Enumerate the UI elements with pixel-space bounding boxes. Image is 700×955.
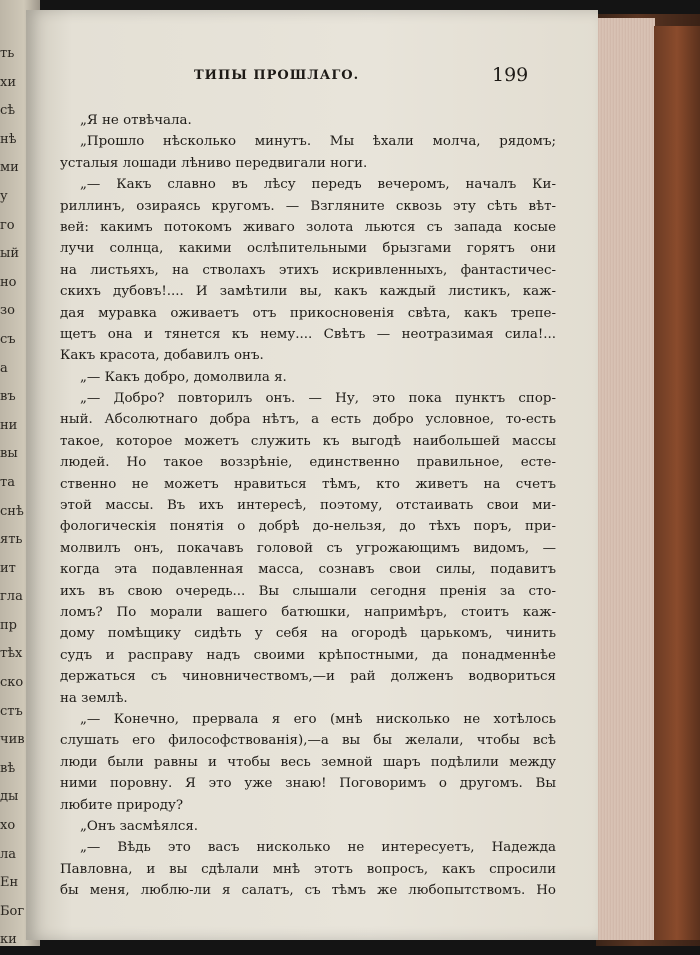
fragment-line: гла — [0, 589, 23, 605]
fragment-line: ть — [0, 46, 15, 61]
fragment-line: вѣ — [0, 760, 16, 776]
running-title: ТИПЫ ПРОШЛАГО. — [194, 68, 360, 83]
text-line: вей: какимъ потокомъ живаго золота льются съ запада косые — [60, 219, 556, 235]
text-line: Павловна, и вы сдѣлали мнѣ этотъ вопросъ, какъ спросили — [60, 861, 556, 877]
fragment-line: ять — [0, 532, 23, 548]
text-line: усталыя лошади лѣниво передвигали ноги. — [60, 155, 368, 171]
text-line: держаться съ чиновничествомъ,—и рай долженъ водвориться — [60, 669, 556, 685]
fragment-line: хи — [0, 74, 16, 90]
text-line: „— Конечно, прервала я его (мнѣ нисколько не хотѣлось — [80, 711, 556, 727]
fragment-line: нѣ — [0, 131, 17, 147]
text-line: „— Вѣдь это васъ нисколько не интересуетъ, Надежда — [80, 840, 556, 856]
fragment-line: но — [0, 274, 17, 290]
fragment-line: снѣ — [0, 503, 24, 519]
text-line: „Прошло нѣсколько минутъ. Мы ѣхали молча, рядомъ; — [80, 134, 556, 150]
text-line: ихъ въ свою очередь... Вы слышали сегодня пренія за сто- — [60, 583, 556, 599]
fragment-line: тѣх — [0, 646, 23, 662]
fragment-line: въ — [0, 389, 16, 405]
fragment-line: ый — [0, 246, 20, 262]
fragment-line: а — [0, 360, 8, 376]
page-header — [26, 66, 598, 92]
fragment-line: ки — [0, 932, 17, 948]
text-line: слушать его философствованія),—а вы бы желали, чтобы всѣ — [60, 733, 556, 749]
text-line: дому помѣщику сидѣть у себя на огородѣ царькомъ, чинить — [60, 626, 556, 642]
page-number: 199 — [492, 64, 529, 86]
text-line: дая муравка оживаетъ отъ прикосновенія свѣта, какъ трепе- — [60, 305, 556, 321]
text-line: на землѣ. — [60, 690, 128, 706]
text-line: Какъ красота, добавилъ онъ. — [60, 348, 264, 364]
fragment-line: сѣ — [0, 103, 16, 119]
fragment-line: съ — [0, 331, 16, 347]
fragment-line: пр — [0, 617, 17, 633]
fragment-line: чив — [0, 732, 25, 748]
fragment-line: Ен — [0, 875, 19, 891]
fragment-line: ско — [0, 675, 24, 691]
text-line: скихъ дубовъ!.... И замѣтили вы, какъ каждый листикъ, каж- — [60, 284, 556, 300]
text-line: ный. Абсолютнаго добра нѣтъ, а есть добро условное, то-есть — [60, 412, 556, 428]
fragment-line: ми — [0, 160, 19, 176]
text-line: „— Какъ славно въ лѣсу передъ вечеромъ, началъ Ки- — [80, 177, 556, 193]
text-line: „Я не отвѣчала. — [80, 113, 192, 128]
text-line: когда эта подавленная масса, сознавъ свои силы, подавитъ — [60, 562, 556, 578]
text-line: такое, которое можетъ служить къ выгодѣ наибольшей массы — [60, 433, 556, 449]
text-line: молвилъ онъ, покачавъ головой съ угрожающимъ видомъ, — — [60, 540, 556, 556]
fragment-line: ит — [0, 560, 16, 576]
fragment-line: го — [0, 217, 15, 233]
text-line: этой массы. Въ ихъ интересѣ, поэтому, отстаивать свои ми- — [60, 498, 556, 514]
cover-edge — [654, 26, 700, 940]
fragment-line: у — [0, 188, 8, 204]
fragment-line: Бог — [0, 903, 25, 919]
body-text — [60, 110, 556, 901]
text-line: людей. Но такое воззрѣніе, единственно правильное, есте- — [60, 455, 556, 471]
fragment-line: та — [0, 474, 15, 490]
book-page — [26, 10, 598, 940]
text-line: ственно не можетъ нравиться тѣмъ, кто живетъ на счетъ — [60, 476, 556, 492]
text-line: на листьяхъ, на стволахъ этихъ искривленныхъ, фантастичес- — [60, 262, 556, 278]
text-line: „— Какъ добро, домолвила я. — [80, 369, 287, 385]
text-line: люди были равны и чтобы весь земной шаръ подѣлили между — [60, 754, 556, 770]
text-line: щетъ она и тянется къ нему.... Свѣтъ — неотразимая сила!... — [60, 326, 556, 342]
text-line: „Онъ засмѣялся. — [80, 818, 199, 834]
text-line: фологическія понятія о добрѣ до-нельзя, до тѣхъ поръ, при- — [60, 519, 556, 535]
fragment-line: зо — [0, 303, 15, 319]
fragment-line: хо — [0, 818, 16, 834]
text-line: лучи солнца, какими ослѣпительными брызгами горятъ они — [60, 241, 556, 257]
fragment-line: ни — [0, 417, 18, 433]
text-line: ними поровну. Я это уже знаю! Поговоримъ о другомъ. Вы — [60, 776, 556, 792]
page-edges — [596, 18, 655, 940]
text-line: любите природу? — [60, 797, 184, 813]
fragment-line: ла — [0, 846, 17, 862]
text-line: судъ и расправу надъ своими крѣпостными, да понадменнѣе — [60, 647, 556, 663]
fragment-line: ды — [0, 789, 19, 805]
text-line: ломъ? По морали вашего батюшки, напримѣръ, стоитъ каж- — [60, 604, 556, 620]
text-line: риллинъ, озираясь кругомъ. — Взгляните сквозь эту сѣть вѣт- — [60, 198, 556, 214]
fragment-line: стъ — [0, 703, 23, 719]
fragment-line: вы — [0, 446, 18, 462]
text-line: „— Добро? повторилъ онъ. — Ну, это пока пунктъ спор- — [80, 391, 556, 407]
text-line: бы меня, люблю-ли я салатъ, съ тѣмъ же любопытствомъ. Но — [60, 883, 556, 899]
